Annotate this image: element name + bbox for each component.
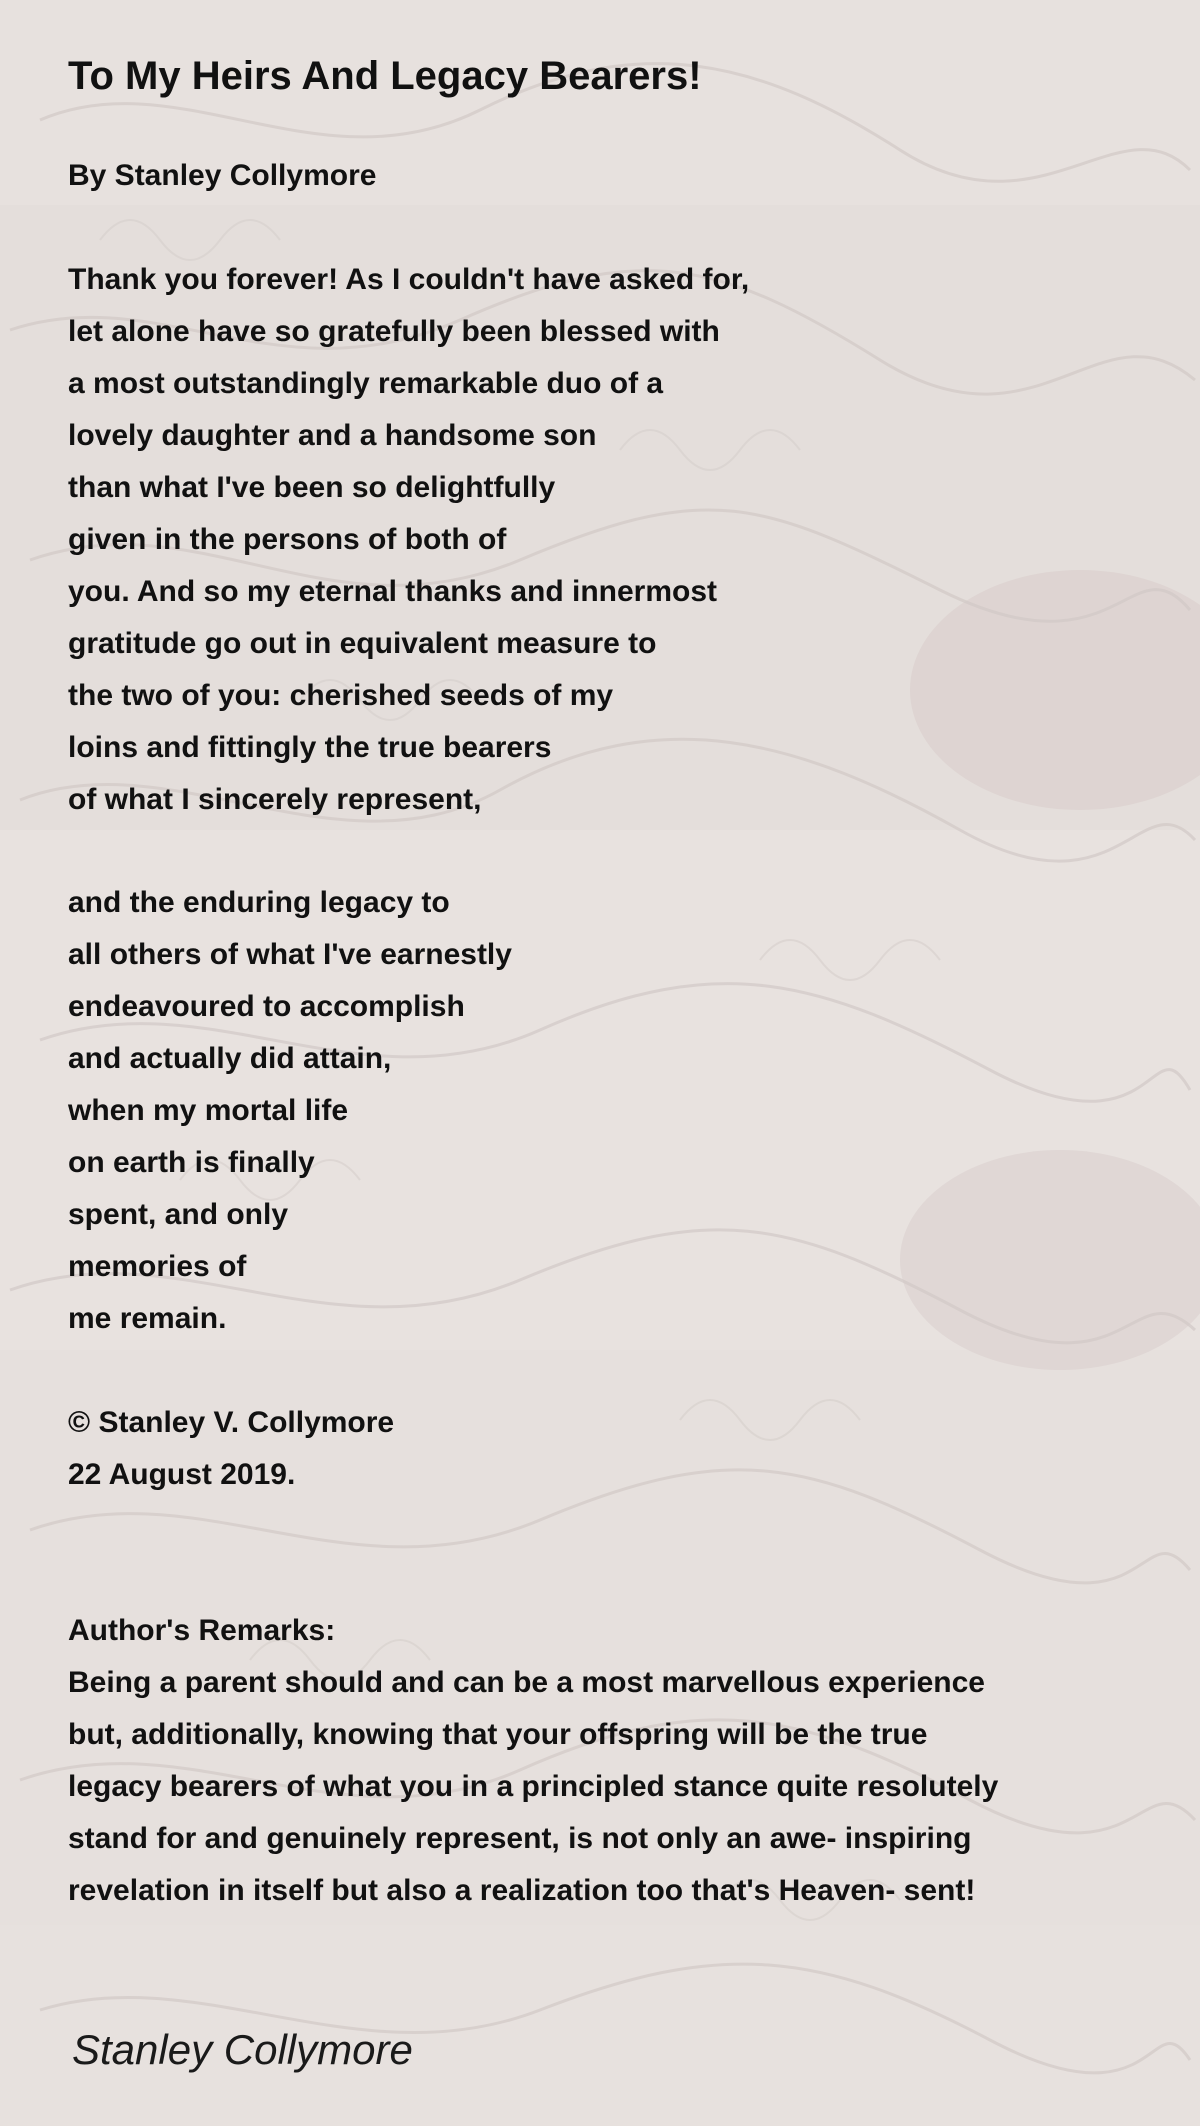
poem-line: a most outstandingly remarkable duo of a (68, 367, 664, 400)
date-line: 22 August 2019. (68, 1458, 296, 1491)
poem-title: To My Heirs And Legacy Bearers! (68, 54, 702, 98)
poem-line: and actually did attain, (68, 1042, 392, 1075)
poem-line: gratitude go out in equivalent measure to (68, 627, 657, 660)
remarks-line: revelation in itself but also a realization too that's Heaven- sent! (68, 1874, 976, 1907)
stanza-2 (68, 877, 512, 1345)
remarks-heading: Author's Remarks: (68, 1614, 336, 1647)
poem-line: when my mortal life (68, 1094, 349, 1127)
remarks-line: stand for and genuinely represent, is not only an awe- inspiring (68, 1822, 972, 1855)
poem-line: lovely daughter and a handsome son (68, 419, 597, 452)
poem-line: let alone have so gratefully been blessed with (68, 315, 720, 348)
author-remarks (68, 1605, 998, 1917)
poem-line: memories of (68, 1250, 247, 1283)
remarks-line: Being a parent should and can be a most marvellous experience (68, 1666, 985, 1699)
poem-line: given in the persons of both of (68, 523, 507, 556)
poem-line: loins and fittingly the true bearers (68, 731, 552, 764)
poem-line: endeavoured to accomplish (68, 990, 465, 1023)
poem-line: than what I've been so delightfully (68, 471, 556, 504)
poem-line: Thank you forever! As I couldn't have asked for, (68, 263, 750, 296)
poem-line: and the enduring legacy to (68, 886, 450, 919)
poem-line: me remain. (68, 1302, 227, 1335)
remarks-line: legacy bearers of what you in a principled stance quite resolutely (68, 1770, 999, 1803)
poem-line: of what I sincerely represent, (68, 783, 482, 816)
poem-line: the two of you: cherished seeds of my (68, 679, 614, 712)
poem-line: on earth is finally (68, 1146, 315, 1179)
poem-line: all others of what I've earnestly (68, 938, 512, 971)
remarks-line: but, additionally, knowing that your offspring will be the true (68, 1718, 928, 1751)
poem-byline: By Stanley Collymore (68, 159, 377, 192)
poem-line: spent, and only (68, 1198, 289, 1231)
copyright-line: © Stanley V. Collymore (68, 1406, 395, 1439)
author-signature: Stanley Collymore (72, 2026, 413, 2073)
poem-line: you. And so my eternal thanks and innermost (68, 575, 718, 608)
stanza-1 (68, 254, 749, 826)
copyright-signoff (68, 1397, 394, 1501)
